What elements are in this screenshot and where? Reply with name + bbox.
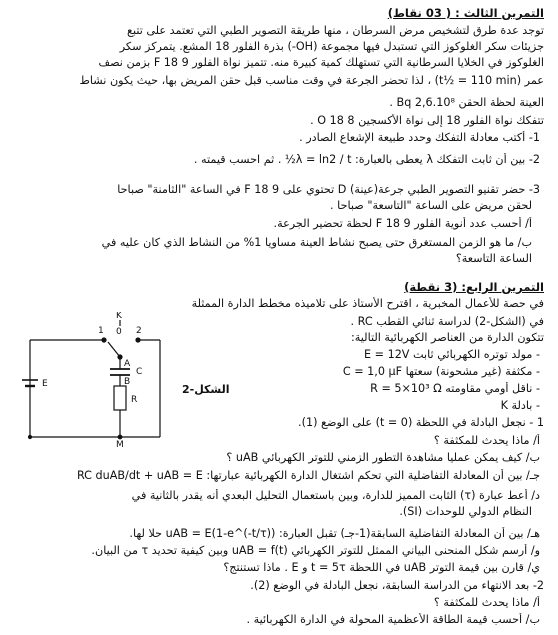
exercise3-question: 1- أكتب معادلة التفكك وحدد طبيعة الإشعاع الصادر . — [299, 131, 540, 144]
label-pos1: 1 — [98, 326, 104, 336]
exercise3-title: التمرين الثالث : ( 03 نقاط) — [387, 6, 544, 20]
exercise4-subquestion: أ/ ماذا يحدث للمكثفة ؟ — [433, 596, 540, 609]
component-item: - بادلة K — [500, 399, 540, 412]
exercise3-question: 3- حضر تقنيو التصوير الطبي جرعة(عينة) D تحتوي على F 18 9 في الساعة "الثامنة" صباحا — [117, 183, 540, 196]
exercise3-line: توجد عدة طرق لتشخيص مرض السرطان ، منها طريقة التصوير الطبي التي تعتمد على تتبع — [126, 24, 544, 37]
exercise4-subquestion: أ/ ماذا يحدث للمكثفة ؟ — [433, 434, 540, 447]
component-item: - مكثفة (غير مشحونة) سعتها C = 1,0 µF — [342, 365, 540, 378]
exercise4-subquestion: هـ/ بين أن المعادلة التفاضلية السابقة(1-جـ) تقبل العبارة: uAB = E(1-e^(-t/τ)) حلا لها. — [129, 527, 540, 540]
label-K: K — [116, 312, 122, 321]
component-item: - مولد توتره الكهربائي ثابت E = 12V — [364, 348, 540, 361]
exercise4-title: التمرين الرابع: (3 نقطة) — [404, 280, 544, 294]
switch-contact-1 — [102, 338, 106, 342]
label-R: R — [131, 395, 138, 405]
exercise3-question: 2- بين أن ثابت التفكك λ يعطى بالعبارة: λ = ln2 / t½ . ثم احسب قيمته . — [193, 153, 540, 166]
label-A: A — [124, 359, 131, 369]
switch-contact-2 — [136, 338, 140, 342]
exercise3-line: الساعة التاسعة؟ — [455, 252, 532, 265]
exercise3-line: جزيئات سكر الغلوكوز التي تستبدل فيها مجموعة (OH-) بذرة الفلور 18 المشع. يتمركز سكر — [119, 40, 544, 53]
exercise4-subquestion: ي/ قارن بين قيمة التوتر uAB في اللحظة t = 5τ و E . ماذا تستنتج؟ — [223, 561, 540, 574]
node-bottom-left — [29, 436, 32, 439]
exercise3-subquestion: أ/ أحسب عدد أنوية الفلور F 18 9 لحظة تحضير الجرعة. — [273, 217, 532, 230]
exercise3-subquestion: ب/ ما هو الزمن المستغرق حتى يصبح نشاط العينة مساويا 1% من النشاط الذي كان عليه في — [101, 236, 532, 249]
node-M — [118, 435, 122, 439]
resistor-body — [114, 386, 126, 410]
label-C: C — [136, 367, 143, 377]
rc-circuit-diagram — [20, 312, 225, 447]
label-pos0: 0 — [116, 327, 122, 337]
label-E: E — [42, 379, 48, 389]
exercise4-question: 1 - نجعل البادلة في اللحظة (t = 0) على الوضع (1). — [298, 416, 544, 429]
exercise4-line: تتكون الدارة من العناصر الكهربائية التالية: — [351, 331, 544, 344]
exercise4-subquestion: جـ/ بين أن المعادلة التفاضلية التي تحكم اشتغال الدارة الكهربائية عبارتها: RC duAB/dt + uAB = E — [76, 469, 540, 482]
exercise4-line: النظام الدولي للوحدات (SI). — [399, 505, 532, 518]
exercise3-line: الغلوكوز في الخلايا السرطانية التي تستهلك كمية كبيرة منه. تتميز نواة الفلور F 18 9 بزمن نصف — [98, 56, 544, 69]
exercise4-line: في (الشكل-2) لدراسة ثنائي القطب RC . — [350, 315, 544, 328]
label-B: B — [124, 377, 131, 387]
exercise4-subquestion: و/ أرسم شكل المنحنى البياني الممثل للتوتر الكهربائي uAB = f(t) وبين كيفية تحديد τ من البيان. — [91, 544, 540, 557]
exercise4-subquestion: د/ أعط عبارة (τ) الثابت المميز للدارة، وبين باستعمال التحليل البعدي أنه يقدر بالثانية في — [131, 489, 540, 502]
component-item: - ناقل أومي مقاومته R = 5×10³ Ω — [370, 382, 540, 395]
exercise4-question: 2- بعد الانتهاء من الدراسة السابقة، نجعل البادلة في الوضع (2). — [250, 579, 544, 592]
exercise3-line: لحقن مريض على الساعة "التاسعة" صباحا . — [330, 199, 532, 212]
switch-blade — [108, 342, 120, 357]
exercise3-line: عمر (t½ = 110 min) ، لذا تحضر الجرعة في وقت مناسب قبل حقن المريض بها، حيث يكون نشاط — [79, 74, 544, 87]
figure-label: الشكل-2 — [182, 383, 230, 396]
label-pos2: 2 — [136, 326, 142, 336]
exercise4-subquestion: ب/ أحسب قيمة الطاقة الأعظمية المحولة في الدارة الكهربائية . — [246, 613, 540, 626]
exercise4-line: في حصة للأعمال المخبرية ، اقترح الأستاذ على تلاميذه مخطط الدارة الممثلة — [191, 297, 544, 310]
label-M: M — [116, 440, 124, 447]
exercise4-subquestion: ب/ كيف يمكن عمليا مشاهدة التطور الزمني للتوتر الكهربائي uAB ؟ — [226, 451, 540, 464]
exercise3-line: تتفكك نواة الفلور 18 إلى نواة الأكسجين O 18 8 . — [310, 114, 544, 127]
exercise3-line: العينة لحظة الحقن 2,6.10⁸ Bq . — [389, 96, 544, 109]
